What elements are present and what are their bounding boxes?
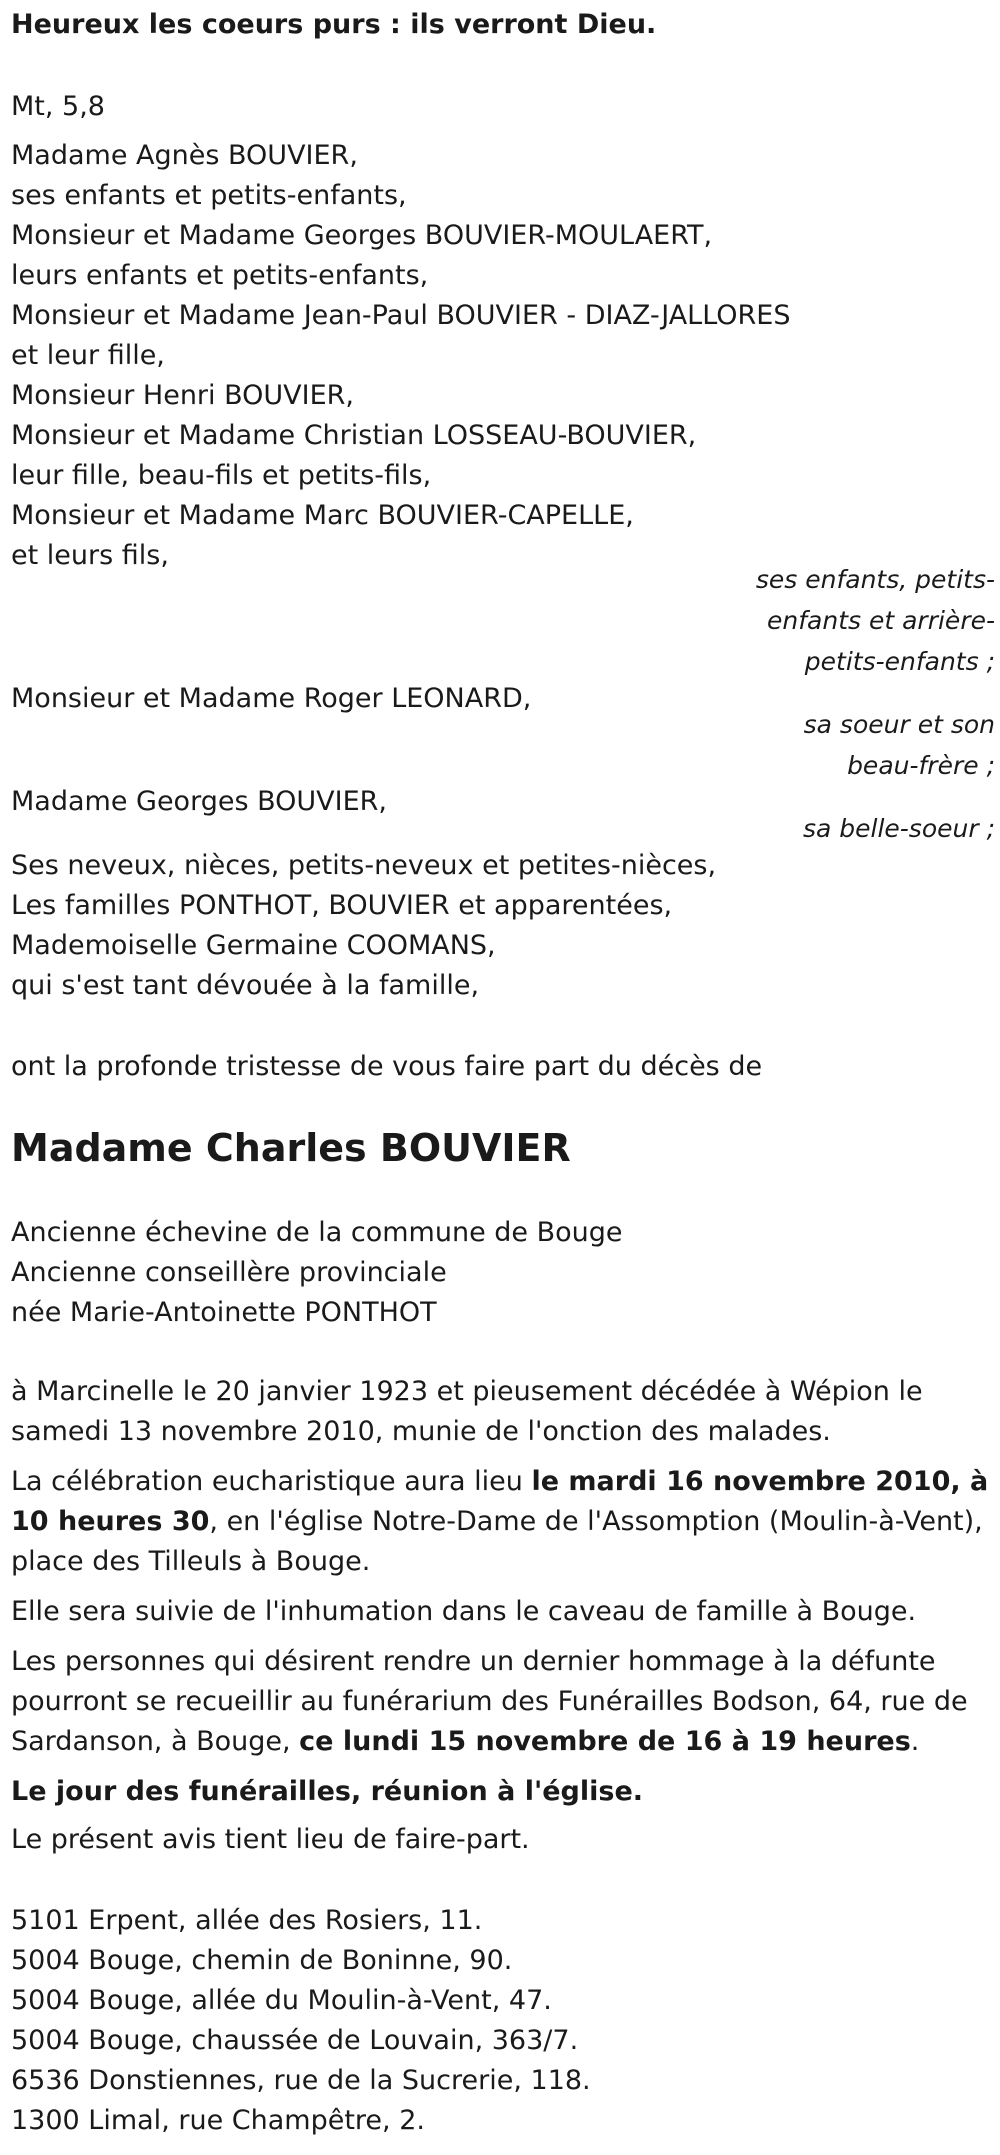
deceased-title: Ancienne échevine de la commune de Bouge bbox=[11, 1217, 623, 1248]
notice-line: Le présent avis tient lieu de faire-part. bbox=[11, 1824, 530, 1855]
family-line: et leurs fils, bbox=[11, 540, 169, 571]
other-family-line: qui s'est tant dévouée à la famille, bbox=[11, 970, 480, 1001]
address-line: 5004 Bouge, allée du Moulin-à-Vent, 47. bbox=[11, 1985, 552, 2016]
meeting-line: Le jour des funérailles, réunion à l'église. bbox=[11, 1776, 644, 1807]
family-line: leurs enfants et petits-enfants, bbox=[11, 260, 429, 291]
family-line: ses enfants et petits-enfants, bbox=[11, 180, 407, 211]
relation-line: enfants et arrière- bbox=[767, 606, 995, 635]
family-line: Monsieur et Madame Marc BOUVIER-CAPELLE, bbox=[11, 500, 634, 531]
homage-end: . bbox=[910, 1726, 920, 1757]
relation-line: beau-frère ; bbox=[847, 751, 995, 780]
homage-time: ce lundi 15 novembre de 16 à 19 heures bbox=[299, 1726, 911, 1757]
relation-sister-in-law: sa belle-soeur ; bbox=[802, 814, 995, 843]
family-line: Monsieur et Madame Jean-Paul BOUVIER - DIAZ-JALLORES bbox=[11, 300, 791, 331]
celebration-place: , en l'église Notre-Dame de l'Assomption (Moulin-à-Vent), place des Tilleuls à Bouge. bbox=[11, 1506, 983, 1577]
family-line: Monsieur Henri BOUVIER, bbox=[11, 380, 355, 411]
relation-line: petits-enfants ; bbox=[804, 647, 995, 676]
other-family-line: Ses neveux, nièces, petits-neveux et petites-nièces, bbox=[11, 850, 717, 881]
family-line: et leur fille, bbox=[11, 340, 165, 371]
address-line: 1300 Limal, rue Champêtre, 2. bbox=[11, 2105, 425, 2136]
deceased-title: Ancienne conseillère provinciale bbox=[11, 1257, 447, 1288]
celebration-paragraph bbox=[11, 1462, 996, 1582]
burial-paragraph: Elle sera suivie de l'inhumation dans le caveau de famille à Bouge. bbox=[11, 1596, 917, 1627]
deceased-title: née Marie-Antoinette PONTHOT bbox=[11, 1297, 437, 1328]
other-family-line: Mademoiselle Germaine COOMANS, bbox=[11, 930, 496, 961]
family-line: leur fille, beau-fils et petits-fils, bbox=[11, 460, 432, 491]
family-line: Monsieur et Madame Christian LOSSEAU-BOUVIER, bbox=[11, 420, 697, 451]
sister-in-law-line: Madame Georges BOUVIER, bbox=[11, 786, 387, 817]
celebration-text: La célébration eucharistique aura lieu bbox=[11, 1466, 532, 1497]
quote-heading: Heureux les coeurs purs : ils verront Dieu. bbox=[11, 9, 657, 40]
address-line: 5004 Bouge, chemin de Boninne, 90. bbox=[11, 1945, 513, 1976]
celebration-date: le mardi 16 novembre 2010, à 10 heures 30 bbox=[11, 1466, 989, 1537]
family-line: Madame Agnès BOUVIER, bbox=[11, 140, 358, 171]
other-family-line: Les familles PONTHOT, BOUVIER et apparentées, bbox=[11, 890, 673, 921]
sibling-line: Monsieur et Madame Roger LEONARD, bbox=[11, 683, 532, 714]
address-line: 5101 Erpent, allée des Rosiers, 11. bbox=[11, 1905, 483, 1936]
address-line: 5004 Bouge, chaussée de Louvain, 363/7. bbox=[11, 2025, 579, 2056]
scripture-reference: Mt, 5,8 bbox=[11, 91, 105, 122]
address-line: 6536 Donstiennes, rue de la Sucrerie, 118. bbox=[11, 2065, 591, 2096]
announcement: ont la profonde tristesse de vous faire part du décès de bbox=[11, 1051, 763, 1082]
birth-death-paragraph: à Marcinelle le 20 janvier 1923 et pieusement décédée à Wépion le samedi 13 novembre 2010, munie de l'onction des malades. bbox=[11, 1376, 923, 1447]
homage-paragraph bbox=[11, 1642, 996, 1762]
homage-text: Les personnes qui désirent rendre un dernier hommage à la défunte pourront se recueillir au funérarium des Funérailles Bodson, 64, rue de Sardanson, à Bouge, bbox=[11, 1646, 968, 1757]
relation-line: sa soeur et son bbox=[803, 710, 995, 739]
deceased-name: Madame Charles BOUVIER bbox=[11, 1126, 571, 1170]
relation-line: ses enfants, petits- bbox=[755, 565, 995, 594]
family-line: Monsieur et Madame Georges BOUVIER-MOULAERT, bbox=[11, 220, 713, 251]
